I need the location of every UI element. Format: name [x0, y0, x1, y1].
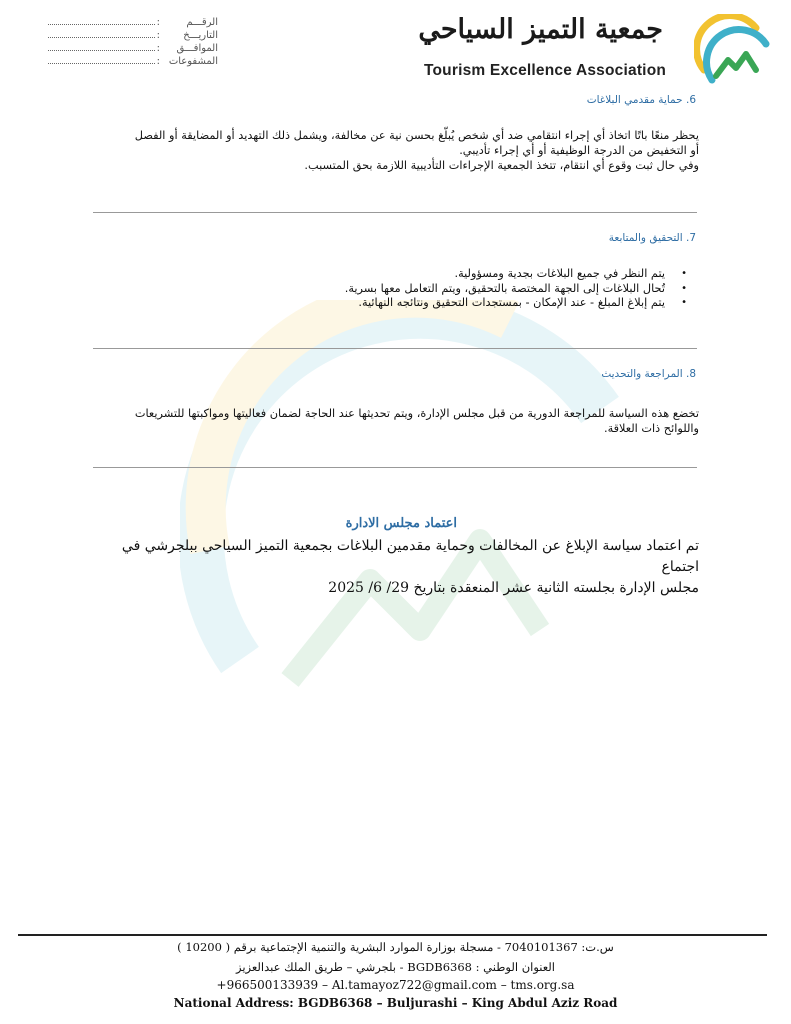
- document-meta-fields: [48, 16, 218, 68]
- section-divider: [93, 348, 697, 349]
- section-divider: [93, 212, 697, 213]
- section-title-review: 8. المراجعة والتحديث: [601, 368, 696, 380]
- association-logo: [694, 14, 774, 94]
- footer-contact: +966500133939 – Al.tamayoz722@gmail.com – tms.org.sa: [216, 978, 575, 992]
- meta-label: الموافـــق: [176, 43, 218, 54]
- footer-registration: س.ت: 7040101367 - مسجلة بوزارة الموارد البشرية والتنمية الإجتماعية برقم ( 10200 ): [177, 940, 614, 954]
- section-title-whistleblower-protection: 6. حماية مقدمي البلاغات: [586, 94, 696, 106]
- section-title-investigation: 7. التحقيق والمتابعة: [608, 232, 696, 244]
- list-item: • تُحال البلاغات إلى الجهة المختصة بالتحقيق، ويتم التعامل معها بسرية.: [107, 282, 687, 297]
- footer-divider: [18, 934, 767, 936]
- section-divider: [93, 467, 697, 468]
- meta-fill-line: [48, 16, 155, 25]
- watermark-logo: [180, 300, 650, 720]
- meta-row-date: التاريـــخ :: [48, 29, 218, 42]
- footer-national-address-en: National Address: BGDB6368 – Buljurashi – King Abdul Aziz Road: [173, 996, 618, 1010]
- list-item: • يتم إبلاغ المبلغ - عند الإمكان - بمستجدات التحقيق ونتائجه النهائية.: [107, 296, 687, 311]
- paragraph-line: واللوائح ذات العلاقة.: [604, 422, 699, 435]
- paragraph-line: وفي حال ثبت وقوع أي انتقام، تتخذ الجمعية الإجراءات التأديبية اللازمة بحق المتسبب.: [304, 159, 699, 172]
- footer-national-address-ar: العنوان الوطني : BGDB6368 - بلجرشي – طريق الملك عبدالعزيز: [235, 960, 555, 974]
- meta-fill-line: [48, 29, 155, 38]
- org-name-arabic: جمعية التميز السياحي: [418, 14, 663, 45]
- list-item: • يتم النظر في جميع البلاغات بجدية ومسؤولية.: [107, 267, 687, 282]
- meta-row-number: الرقـــم :: [48, 16, 218, 29]
- approval-title: اعتماد مجلس الادارة: [345, 516, 457, 531]
- paragraph-line: يحظر منعًا باتًا اتخاذ أي إجراء انتقامي ضد أي شخص يُبلّغ بحسن نية عن مخالفة، ويشمل ذلك التهديد أو المضايقة أو الفصل: [134, 129, 699, 142]
- paragraph-line: أو التخفيض من الدرجة الوظيفية أو أي إجراء تأديبي.: [459, 144, 699, 157]
- meta-label: التاريـــخ: [183, 30, 218, 41]
- investigation-bullet-list: [107, 267, 687, 311]
- meta-row-attachments: المشفوعات :: [48, 55, 218, 68]
- section-body-whistleblower-protection: [89, 128, 699, 173]
- meta-fill-line: [48, 55, 155, 64]
- meta-label: الرقـــم: [186, 17, 218, 28]
- approval-line: تم اعتماد سياسة الإبلاغ عن المخالفات وحماية مقدمين البلاغات بجمعية التميز السياحي ببلجرشي في اجتماع: [121, 538, 699, 575]
- meta-fill-line: [48, 42, 155, 51]
- meta-label: المشفوعات: [168, 56, 218, 67]
- approval-statement: [87, 536, 699, 599]
- meta-row-corresponding: الموافـــق :: [48, 42, 218, 55]
- section-body-review: [89, 406, 699, 436]
- org-name-english: Tourism Excellence Association: [424, 62, 667, 79]
- paragraph-line: تخضع هذه السياسة للمراجعة الدورية من قبل مجلس الإدارة، ويتم تحديثها عند الحاجة لضمان فعاليتها ومواكبتها للتشريعات: [134, 407, 699, 420]
- approval-line: مجلس الإدارة بجلسته الثانية عشر المنعقدة بتاريخ 29/ 6/ 2025: [328, 580, 699, 596]
